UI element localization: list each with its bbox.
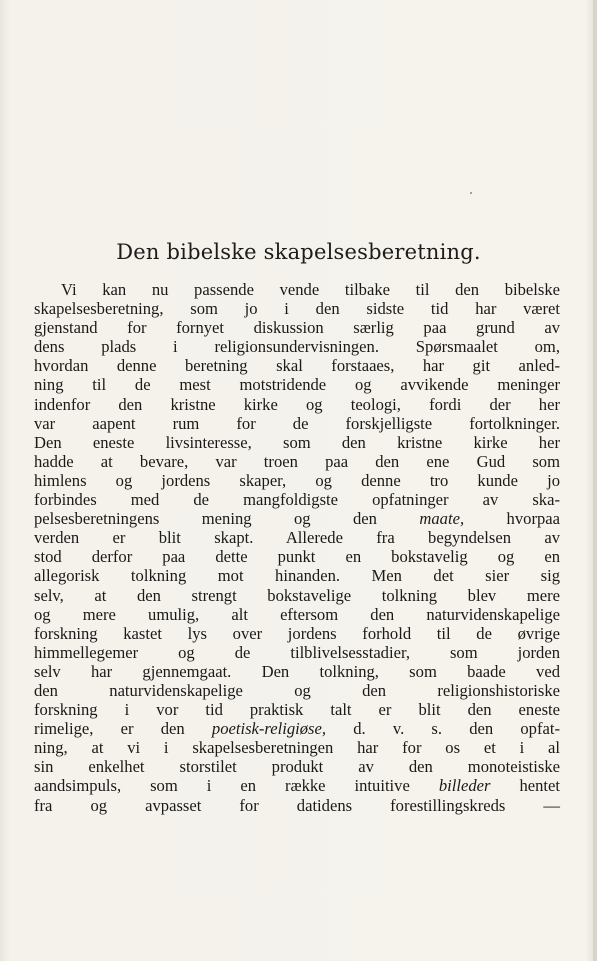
text-segment: aandsimpuls, som i en række intuitive [34, 776, 410, 796]
text-line: stod derfor paa dette punkt en bokstavelig og en [34, 547, 560, 567]
text-line: ning, at vi i skapelsesberetningen har for os et i al [34, 738, 560, 758]
text-line: og mere umulig, alt eftersom den naturvidenskapelige [34, 604, 560, 624]
emphasis-poetisk: poetisk-religiøse, [211, 719, 327, 739]
page-edge [593, 0, 597, 961]
text-segment: hentet [519, 776, 561, 796]
text-line: den naturvidenskapelige og den religionshistoriske [34, 680, 560, 700]
text-line: forskning i vor tid praktisk talt er blit den eneste [34, 700, 560, 720]
emphasis-billeder: billeder [438, 776, 491, 796]
text-line: forskning kastet lys over jordens forhold til de øvrige [34, 623, 560, 643]
text-line: var aapent rum for de forskjelligste fortolkninger. [34, 413, 560, 433]
text-line: forbindes med de mangfoldigste opfatninger av ska- [34, 490, 560, 510]
text-line: dens plads i religionsundervisningen. Spørsmaalet om, [34, 337, 560, 357]
paper-speck [470, 192, 472, 194]
text-line: ning til de mest motstridende og avvikende meninger [34, 375, 560, 395]
text-line: fra og avpasset for datidens forestillingskreds — [34, 795, 560, 815]
text-line: Vi kan nu passende vende tilbake til den bibelske [61, 280, 560, 299]
text-line: Den eneste livsinteresse, som den kristne kirke her [34, 432, 560, 452]
text-line: indenfor den kristne kirke og teologi, fordi der her [34, 394, 560, 414]
text-segment: rimelige, er den [34, 719, 185, 739]
text-line: sin enkelhet storstilet produkt av den monoteistiske [34, 757, 560, 777]
text-segment: hvorpaa [506, 509, 560, 529]
text-line: hvordan denne beretning skal forstaaes, har git anled- [34, 356, 560, 376]
text-line: verden er blit skapt. Allerede fra begyndelsen av [34, 528, 560, 548]
text-line-with-emphasis [34, 719, 560, 738]
text-line-with-emphasis [34, 509, 560, 528]
text-line: selv, at den strengt bokstavelige tolkning blev mere [34, 585, 560, 605]
text-segment: d. v. s. den opfat- [353, 719, 561, 739]
body-paragraph [34, 280, 560, 815]
text-line: himmellegemer og de tilblivelsesstadier, som jorden [34, 642, 560, 662]
text-line-with-emphasis [34, 776, 560, 795]
text-line: himlens og jordens skaper, og denne tro kunde jo [34, 470, 560, 490]
emphasis-maate: maate, [419, 509, 465, 529]
text-line: skapelsesberetning, som jo i den sidste tid har været [34, 299, 560, 319]
text-segment: pelsesberetningens mening og den [34, 509, 377, 529]
text-line: gjenstand for fornyet diskussion særlig paa grund av [34, 318, 560, 338]
text-line: selv har gjennemgaat. Den tolkning, som baade ved [34, 661, 560, 681]
text-line: hadde at bevare, var troen paa den ene Gud som [34, 451, 560, 471]
chapter-title: Den bibelske skapelsesberetning. [116, 240, 481, 264]
text-line: allegorisk tolkning mot hinanden. Men det sier sig [34, 566, 560, 586]
